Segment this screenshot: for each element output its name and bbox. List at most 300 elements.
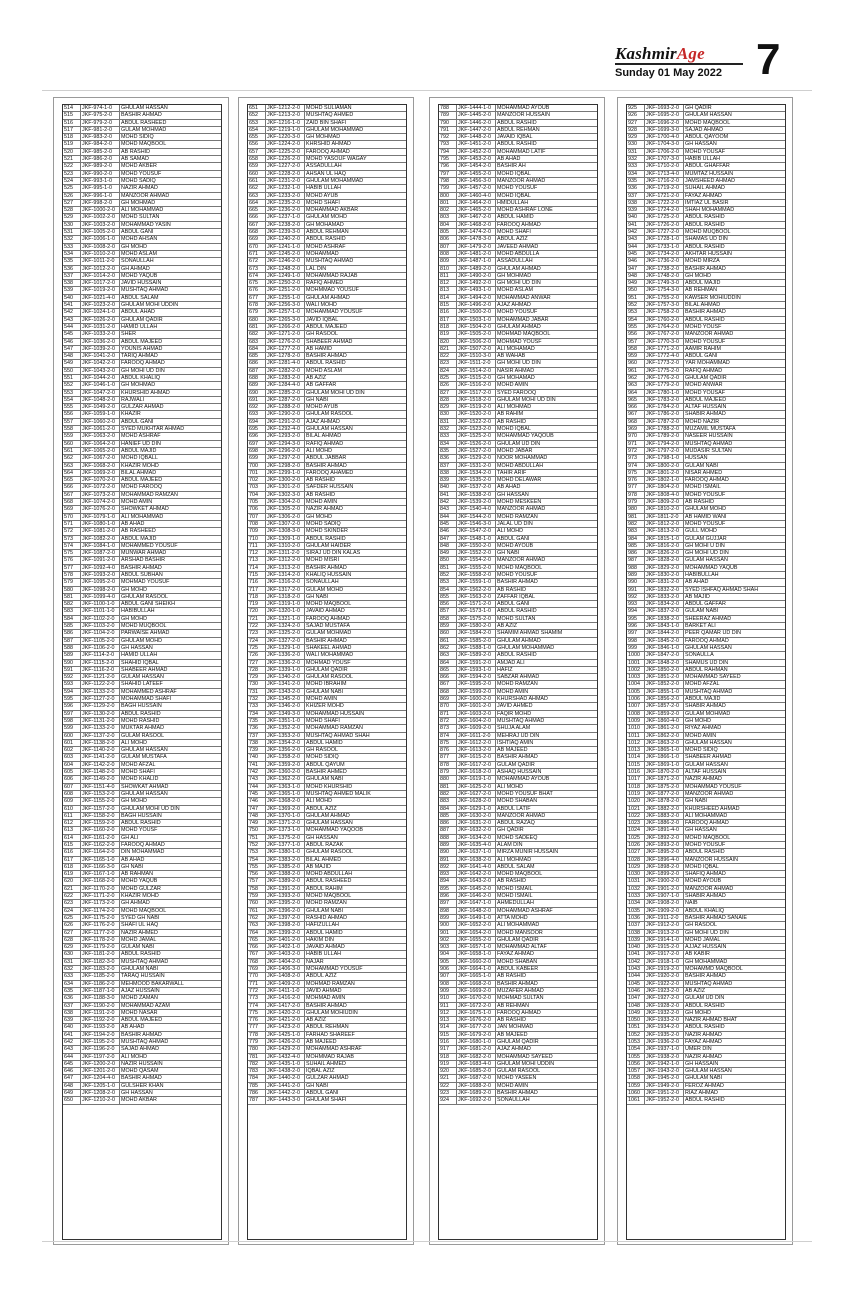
applicant-name: MOHAMMAD RAJAB: [306, 272, 358, 279]
form-number: JKF-1862-2-0: [645, 733, 684, 739]
table-row: [627, 280, 785, 287]
applicant-name: MOHMMAD YOUSUF: [306, 287, 359, 294]
table-row: [248, 1090, 406, 1097]
form-number: JKF-1087-2-0: [81, 550, 120, 556]
serial-number: 900: [439, 922, 457, 928]
applicant-name: MOHD IQBALL: [121, 455, 158, 462]
table-row: [63, 871, 221, 878]
serial-number: 557: [63, 419, 81, 425]
serial-number: 672: [248, 258, 266, 264]
form-number: JKF-1573-1-0: [457, 608, 496, 614]
form-number: JKF-1641-4-0: [457, 864, 496, 870]
table-row: [63, 1032, 221, 1039]
serial-number: 849: [439, 550, 457, 556]
table-row: [627, 630, 785, 637]
applicant-name: MOHAMMAD YAQOUB: [497, 433, 554, 440]
form-number: JKF-1728-1-0: [645, 236, 684, 242]
form-number: JKF-1863-2-0: [645, 740, 684, 746]
applicant-name: AB HAMID: [306, 345, 333, 352]
form-number: JKF-1039-2-0: [81, 346, 120, 352]
applicant-name: MOHD YOUSUF BHAT: [497, 790, 553, 797]
table-row: [439, 185, 597, 192]
applicant-name: JAMSHEED AHMAD: [685, 177, 736, 184]
applicant-name: MOHD YOUSF: [121, 827, 158, 834]
applicant-name: ABDUL RASHID: [121, 820, 161, 827]
serial-number: 876: [439, 747, 457, 753]
applicant-name: GHULAM RASOOL: [121, 593, 169, 600]
table-row: [439, 864, 597, 871]
table-row: [248, 849, 406, 856]
applicant-name: MOHD ASHRAF: [306, 243, 346, 250]
form-number: JKF-1091-2-0: [81, 557, 120, 563]
serial-number: 765: [248, 937, 266, 943]
serial-number: 969: [627, 426, 645, 432]
form-number: JKF-1647-1-0: [457, 900, 496, 906]
table-row: [63, 594, 221, 601]
form-number: JKF-1764-2-0: [645, 324, 684, 330]
table-row: [627, 557, 785, 564]
applicant-name: SHABIR AHMAD: [685, 411, 726, 418]
serial-number: 962: [627, 375, 645, 381]
applicant-name: MANZOOR AHMAD: [121, 192, 170, 199]
form-number: JKF-1719-2-0: [645, 185, 684, 191]
serial-number: 562: [63, 455, 81, 461]
serial-number: 1049: [627, 1010, 645, 1016]
serial-number: 646: [63, 1068, 81, 1074]
form-number: JKF-1609-2-0: [457, 725, 496, 731]
form-number: JKF-1241-1-0: [266, 244, 305, 250]
form-number: JKF-1423-2-0: [266, 1024, 305, 1030]
serial-number: 659: [248, 163, 266, 169]
serial-number: 964: [627, 390, 645, 396]
form-number: JKF-1380-1-0: [266, 849, 305, 855]
serial-number: 579: [63, 579, 81, 585]
applicant-name: MOHD YASOUF WAGAY: [306, 156, 367, 163]
table-row: [63, 557, 221, 564]
serial-number: 899: [439, 915, 457, 921]
form-number: JKF-1002-2-0: [81, 214, 120, 220]
serial-number: 795: [439, 156, 457, 162]
applicant-name: MOHD MANSOOR: [497, 929, 543, 936]
serial-number: 597: [63, 711, 81, 717]
table-row: [63, 1039, 221, 1046]
table-row: [248, 404, 406, 411]
applicant-name: GH MOHMAD: [121, 382, 156, 389]
form-number: JKF-1019-2-0: [81, 287, 120, 293]
table-row: [627, 747, 785, 754]
applicant-name: KHAZIR MOHD: [121, 462, 159, 469]
form-number: JKF-1181-2-0: [81, 951, 120, 957]
applicant-name: ABDUL KABEER: [497, 966, 539, 973]
form-number: JKF-1048-2-0: [81, 397, 120, 403]
table-row: [63, 1090, 221, 1097]
table-row: [63, 222, 221, 229]
table-row: [63, 426, 221, 433]
applicant-name: GHULAM MOHI UD DIN: [121, 805, 180, 812]
form-number: JKF-1548-1-0: [457, 536, 496, 542]
table-row: [627, 521, 785, 528]
applicant-name: GH HASSAN: [306, 834, 338, 841]
serial-number: 952: [627, 302, 645, 308]
applicant-name: SHER: [121, 331, 136, 338]
form-number: JKF-1047-2-0: [81, 390, 120, 396]
serial-number: 540: [63, 295, 81, 301]
form-number: JKF-1237-1-0: [266, 214, 305, 220]
table-row: [627, 127, 785, 134]
serial-number: 897: [439, 900, 457, 906]
table-row: [248, 608, 406, 615]
applicant-name: GULAM MUSTAFA: [121, 754, 167, 761]
table-row: [63, 309, 221, 316]
applicant-name: ABDUL SUBHAN: [121, 572, 163, 578]
applicant-name: AB RASHID: [306, 477, 336, 484]
applicant-name: NISAR AHMED: [685, 469, 723, 476]
serial-number: 683: [248, 339, 266, 345]
table-row: [63, 886, 221, 893]
table-row: [439, 1039, 597, 1046]
applicant-name: MANZOOR AHMAD: [497, 177, 546, 184]
form-number: JKF-1487-1-0: [457, 258, 496, 264]
form-number: JKF-1510-3-0: [457, 353, 496, 359]
table-row: [248, 258, 406, 265]
form-number: JKF-1351-1-0: [266, 718, 305, 724]
form-number: JKF-1943-2-0: [645, 1068, 684, 1074]
serial-number: 655: [248, 134, 266, 140]
applicant-name: MANZOOR AHMAD: [497, 812, 546, 819]
table-row: [439, 171, 597, 178]
form-number: JKF-1336-2-0: [266, 652, 305, 658]
applicant-name: MOHAMMAD YAQUB: [685, 564, 738, 571]
table-row: [439, 127, 597, 134]
applicant-name: FEROZ AHMAD: [685, 1082, 724, 1089]
form-number: JKF-1652-2-0: [457, 922, 496, 928]
form-number: JKF-1540-4-0: [457, 506, 496, 512]
table-row: [63, 163, 221, 170]
form-number: JKF-1441-2-0: [266, 1083, 305, 1089]
applicant-name: GHULAM MOHD: [306, 214, 348, 221]
applicant-name: GH MOHI U DIN: [685, 542, 725, 549]
applicant-name: MOHD YOUSUF: [497, 309, 538, 316]
applicant-name: GHULAM HASSAN: [685, 112, 732, 119]
serial-number: 778: [248, 1032, 266, 1038]
form-number: JKF-1076-2-0: [81, 506, 120, 512]
serial-number: 601: [63, 740, 81, 746]
serial-number: 948: [627, 273, 645, 279]
form-number: JKF-1529-2-0: [457, 455, 496, 461]
applicant-name: MUSHTAQ AHMAD: [497, 717, 545, 724]
serial-number: 553: [63, 390, 81, 396]
serial-number: 575: [63, 550, 81, 556]
applicant-name: ALI MOHD: [121, 1053, 148, 1060]
form-number: JKF-1716-2-0: [645, 178, 684, 184]
table-row: [439, 324, 597, 331]
form-number: JKF-1385-2-0: [266, 864, 305, 870]
table-row: [439, 806, 597, 813]
applicant-name: JALAL UD DIN: [497, 520, 533, 527]
table-row: [63, 922, 221, 929]
table-row: [248, 820, 406, 827]
table-row: [248, 638, 406, 645]
table-row: [248, 652, 406, 659]
serial-number: 574: [63, 543, 81, 549]
applicant-name: ALI MOHAMMAD: [121, 513, 164, 520]
serial-number: 618: [63, 864, 81, 870]
applicant-name: ALI MOHAMAD: [497, 345, 535, 352]
form-number: JKF-1173-2-0: [81, 900, 120, 906]
form-number: JKF-1784-2-0: [645, 404, 684, 410]
form-number: JKF-1831-2-0: [645, 579, 684, 585]
serial-number: 616: [63, 849, 81, 855]
serial-number: 711: [248, 543, 266, 549]
serial-number: 832: [439, 426, 457, 432]
table-row: [439, 193, 597, 200]
form-number: JKF-1695-2-0: [645, 112, 684, 118]
applicant-name: MUMTAZ HUSSAIN: [685, 170, 734, 177]
serial-number: 531: [63, 229, 81, 235]
serial-number: 671: [248, 251, 266, 257]
form-number: JKF-1942-1-0: [645, 1061, 684, 1067]
table-row: [627, 397, 785, 404]
applicant-name: SHAH MOHAMMAD: [685, 207, 735, 214]
serial-number: 975: [627, 470, 645, 476]
table-row: [439, 411, 597, 418]
serial-number: 542: [63, 309, 81, 315]
serial-number: 552: [63, 382, 81, 388]
serial-number: 523: [63, 171, 81, 177]
form-number: JKF-1447-2-0: [457, 127, 496, 133]
table-row: [439, 214, 597, 221]
table-row: [627, 492, 785, 499]
applicant-name: KHALIQ HUSSAIN: [306, 572, 352, 578]
applicant-name: BASHIR AHMAD: [497, 980, 538, 987]
applicant-name: MANZOOR AHMAD: [685, 885, 734, 892]
serial-number: 875: [439, 740, 457, 746]
table-row: [439, 820, 597, 827]
serial-number: 611: [63, 813, 81, 819]
applicant-name: GHULAM QADIR: [685, 374, 727, 381]
serial-number: 984: [627, 536, 645, 542]
table-row: [627, 878, 785, 885]
applicant-name: GULAM MOHD: [306, 586, 344, 593]
applicant-name: MOHMAD YOUSUF: [121, 579, 170, 586]
table-row: [627, 733, 785, 740]
applicant-name: ALAM DIN: [497, 841, 523, 848]
form-number: JKF-1912-2-0: [645, 922, 684, 928]
applicant-name: BASHIR AHMAD: [306, 462, 347, 469]
table-row: [63, 236, 221, 243]
serial-number: 754: [248, 857, 266, 863]
table-row: [439, 674, 597, 681]
bottom-divider: [42, 1241, 812, 1242]
form-number: JKF-1228-2-0: [266, 171, 305, 177]
serial-number: 1035: [627, 908, 645, 914]
serial-number: 834: [439, 441, 457, 447]
table-row: [439, 295, 597, 302]
table-row: [627, 871, 785, 878]
serial-number: 965: [627, 397, 645, 403]
table-row: [439, 543, 597, 550]
form-number: JKF-1522-2-0: [457, 419, 496, 425]
list-table-2: [247, 104, 407, 1240]
table-row: [248, 835, 406, 842]
serial-number: 942: [627, 229, 645, 235]
table-row: [248, 521, 406, 528]
applicant-name: ASSADULLAH: [497, 258, 533, 265]
applicant-name: FAROOQ AHMAD: [497, 221, 541, 228]
form-number: JKF-1685-2-0: [457, 1068, 496, 1074]
form-number: JKF-1327-2-0: [266, 638, 305, 644]
serial-number: 559: [63, 433, 81, 439]
form-number: JKF-1033-2-0: [81, 331, 120, 337]
applicant-name: BASHIR AHMAD: [685, 265, 726, 272]
table-row: [627, 864, 785, 871]
table-row: [248, 353, 406, 360]
serial-number: 804: [439, 222, 457, 228]
table-row: [63, 842, 221, 849]
serial-number: 636: [63, 995, 81, 1001]
table-row: [248, 1075, 406, 1082]
applicant-name: GH MOHD: [121, 586, 148, 593]
serial-number: 924: [439, 1097, 457, 1103]
table-row: [248, 981, 406, 988]
table-row: [63, 988, 221, 995]
serial-number: 710: [248, 536, 266, 542]
applicant-name: MOHD NAZIR: [685, 418, 720, 425]
serial-number: 718: [248, 594, 266, 600]
table-row: [248, 696, 406, 703]
form-number: JKF-1213-2-0: [266, 112, 305, 118]
table-row: [439, 718, 597, 725]
form-number: JKF-1396-2-0: [266, 908, 305, 914]
applicant-name: MOHAMMAD AZAM: [121, 1002, 170, 1009]
form-number: JKF-1481-2-0: [457, 251, 496, 257]
form-number: JKF-1845-2-0: [645, 638, 684, 644]
serial-number: 810: [439, 266, 457, 272]
serial-number: 564: [63, 470, 81, 476]
table-row: [627, 908, 785, 915]
applicant-name: MOHD SADIQ: [121, 177, 156, 184]
form-number: JKF-1341-2-0: [266, 681, 305, 687]
applicant-name: MOHD ISMAIL: [497, 893, 533, 900]
applicant-name: MOHD SADIQ: [306, 520, 341, 527]
form-number: JKF-1041-2-0: [81, 353, 120, 359]
form-number: JKF-1148-2-0: [81, 769, 120, 775]
form-number: JKF-1688-2-0: [457, 1083, 496, 1089]
serial-number: 687: [248, 368, 266, 374]
form-number: JKF-1580-2-0: [457, 623, 496, 629]
applicant-name: ABDUL GANI: [306, 1090, 339, 1097]
table-row: [248, 915, 406, 922]
applicant-name: MOHAMMAD SAYEED: [685, 674, 741, 681]
form-number: JKF-1630-2-0: [457, 813, 496, 819]
table-row: [63, 798, 221, 805]
serial-number: 1046: [627, 988, 645, 994]
serial-number: 630: [63, 951, 81, 957]
applicant-name: AB RAHIM: [497, 411, 524, 418]
applicant-name: BASHIR AHMAD: [497, 579, 538, 586]
applicant-name: MOHMAD YOUSF: [497, 338, 542, 345]
applicant-name: GHULAM QADIR: [497, 936, 539, 943]
table-row: [439, 776, 597, 783]
form-number: JKF-1871-2-0: [645, 776, 684, 782]
applicant-name: MOHD AYOUB: [685, 878, 722, 885]
serial-number: 627: [63, 930, 81, 936]
serial-number: 681: [248, 324, 266, 330]
serial-number: 536: [63, 266, 81, 272]
applicant-name: MOHD YOUSUF: [685, 338, 726, 345]
serial-number: 700: [248, 463, 266, 469]
serial-number: 580: [63, 587, 81, 593]
table-row: [627, 806, 785, 813]
applicant-name: MOHD YOUSUF: [685, 841, 726, 848]
form-number: JKF-1061-2-0: [81, 426, 120, 432]
applicant-name: MUSHTAQ AHMED MALIK: [306, 790, 371, 797]
serial-number: 738: [248, 740, 266, 746]
applicant-name: ATTA MOHD: [497, 914, 528, 921]
table-row: [439, 594, 597, 601]
applicant-name: ABDUL RASHID: [685, 316, 725, 323]
form-number: JKF-1005-2-0: [81, 229, 120, 235]
applicant-name: BILAL AHMAD: [685, 302, 721, 309]
serial-number: 757: [248, 878, 266, 884]
form-number: JKF-1226-2-0: [266, 156, 305, 162]
serial-number: 716: [248, 579, 266, 585]
table-row: [627, 419, 785, 426]
applicant-name: MOHD SIDIQ: [685, 747, 718, 754]
applicant-name: BASHIR AHMAD: [306, 1002, 347, 1009]
applicant-name: KHURSHID AHMAD: [121, 389, 170, 396]
serial-number: 1050: [627, 1017, 645, 1023]
applicant-name: BASHIR AHMAD: [121, 564, 162, 571]
table-row: [439, 798, 597, 805]
serial-number: 814: [439, 295, 457, 301]
applicant-name: ABDUL LATIF: [497, 805, 531, 812]
applicant-name: ZAID BIN SHAFI: [306, 119, 347, 126]
applicant-name: HANIEF UD DIN: [121, 440, 161, 447]
table-row: [627, 1068, 785, 1075]
table-row: [439, 317, 597, 324]
table-row: [63, 623, 221, 630]
form-number: JKF-1319-1-0: [266, 601, 305, 607]
applicant-name: GHULAM HASSAN: [121, 790, 168, 797]
serial-number: 563: [63, 463, 81, 469]
serial-number: 902: [439, 937, 457, 943]
table-row: [63, 667, 221, 674]
table-row: [248, 317, 406, 324]
form-number: JKF-1945-2-0: [645, 1075, 684, 1081]
applicant-name: BASHIR AH: [497, 163, 526, 170]
table-row: [627, 156, 785, 163]
serial-number: 904: [439, 951, 457, 957]
serial-number: 1008: [627, 711, 645, 717]
serial-number: 800: [439, 193, 457, 199]
form-number: JKF-1024-1-0: [81, 309, 120, 315]
applicant-name: MOHD AKBER: [121, 163, 157, 170]
table-row: [248, 1039, 406, 1046]
serial-number: 877: [439, 754, 457, 760]
table-row: [439, 827, 597, 834]
serial-number: 1018: [627, 784, 645, 790]
serial-number: 585: [63, 623, 81, 629]
form-number: JKF-1435-1-0: [266, 1061, 305, 1067]
table-row: [439, 1075, 597, 1082]
applicant-name: ABDUL RAHMAN: [685, 666, 728, 673]
applicant-name: GULAM GUJJAR: [685, 535, 727, 542]
table-row: [627, 1046, 785, 1053]
form-number: JKF-1523-2-0: [457, 426, 496, 432]
applicant-name: GH QADIR: [497, 827, 524, 834]
form-number: JKF-1158-2-0: [81, 813, 120, 819]
